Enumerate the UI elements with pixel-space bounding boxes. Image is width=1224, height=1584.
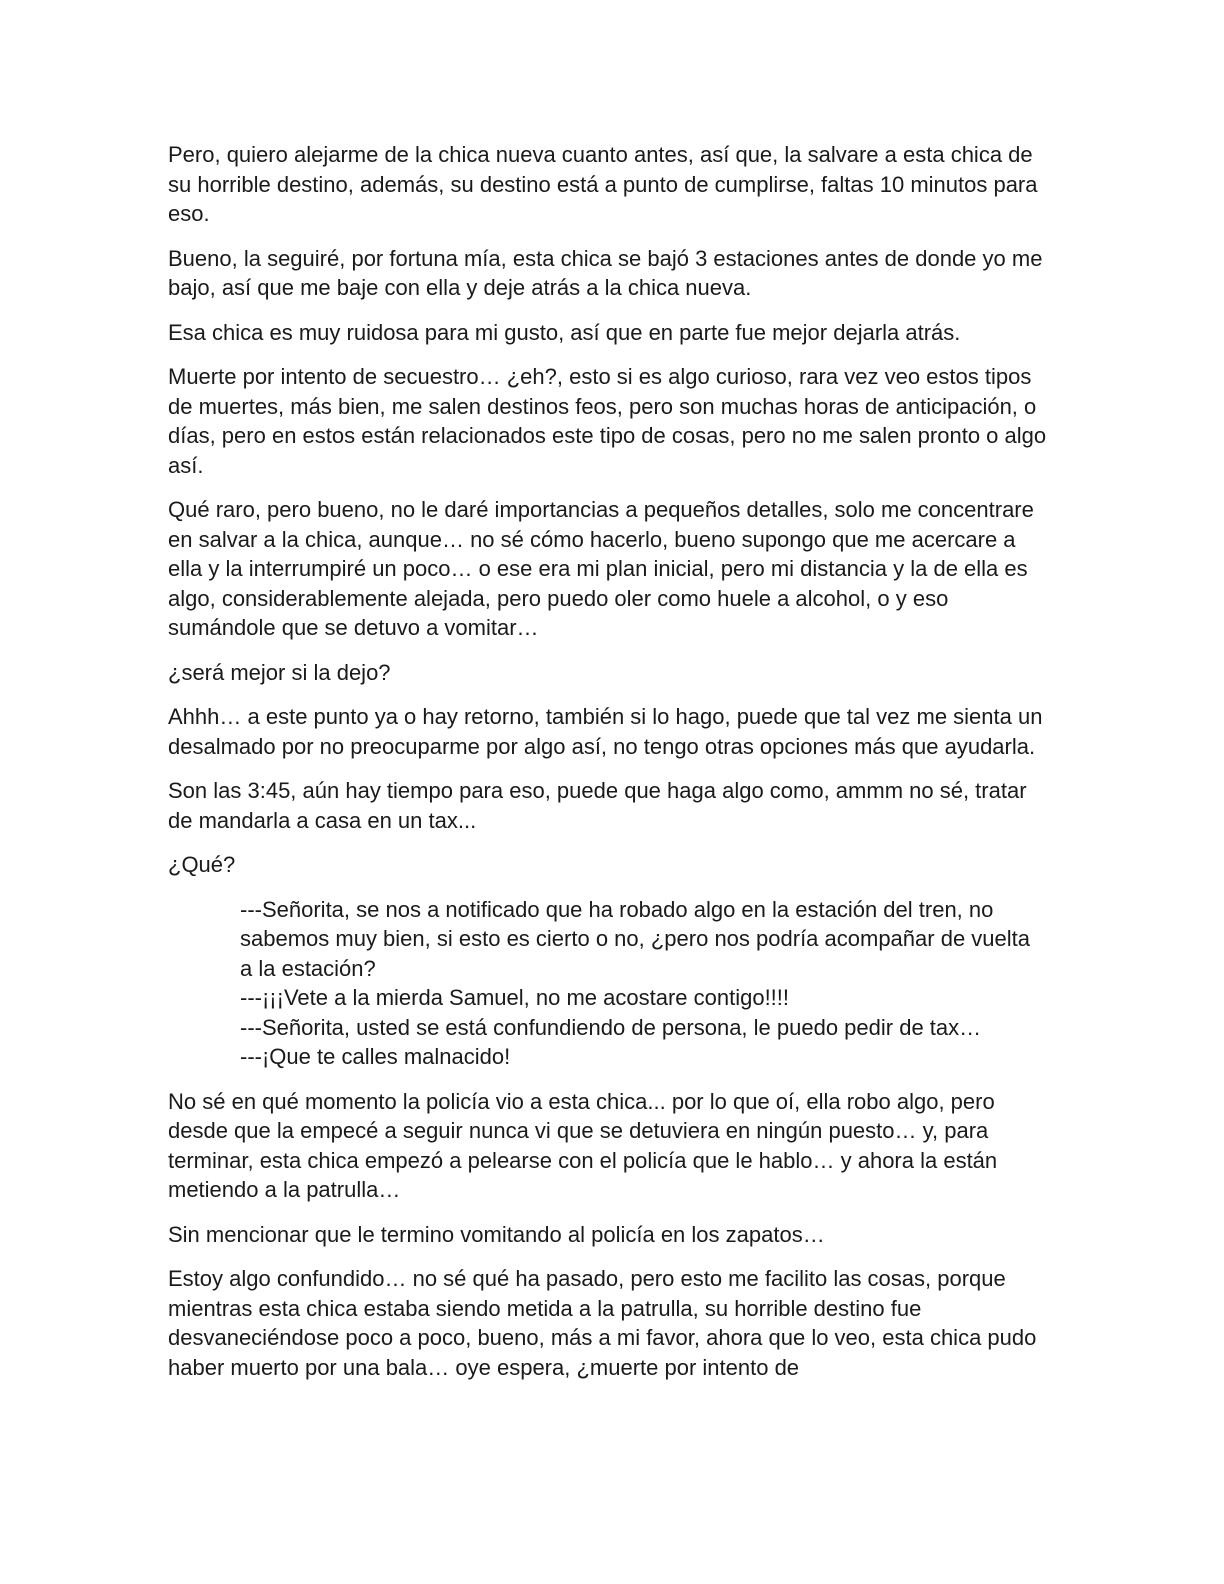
paragraph-11: Sin mencionar que le termino vomitando al policía en los zapatos… [168,1221,825,1247]
dialogue-line-2: ---¡¡¡Vete a la mierda Samuel, no me acostare contigo!!!! [240,985,790,1010]
paragraph-3: Esa chica es muy ruidosa para mi gusto, así que en parte fue mejor dejarla atrás. [168,319,961,345]
paragraph-1: Pero, quiero alejarme de la chica nueva cuanto antes, así que, la salvare a esta chica de su horrible destino, además, su destino está a punto de cumplirse, faltas 10 minutos para eso. [168,142,1038,226]
paragraph-4: Muerte por intento de secuestro… ¿eh?, esto si es algo curioso, rara vez veo estos tipos de muertes, más bien, me salen destinos feos, pero son muchas horas de anticipación, o días, pero en estos están relacionados este tipo de cosas, pero no me salen pronto o algo así. [168,364,1047,478]
paragraph-5: Qué raro, pero bueno, no le daré importancias a pequeños detalles, solo me concentrare en salvar a la chica, aunque… no sé cómo hacerlo, bueno supongo que me acercare a ella y la interrumpiré un poco… o ese era mi plan inicial, pero mi distancia y la de ella es algo, considerablemente alejada, pero puedo oler como huele a alcohol, o y eso sumándole que se detuvo a vomitar… [168,497,1034,640]
dialogue-line-4: ---¡Que te calles malnacido! [240,1044,511,1069]
paragraph-2: Bueno, la seguiré, por fortuna mía, esta chica se bajó 3 estaciones antes de donde yo me bajo, así que me baje con ella y deje atrás a la chica nueva. [168,245,1043,300]
paragraph-6: ¿será mejor si la dejo? [168,659,391,685]
document-page [168,140,1048,1397]
paragraph-10: No sé en qué momento la policía vio a esta chica... por lo que oí, ella robo algo, pero desde que la empecé a seguir nunca vi que se detuviera en ningún puesto… y, para terminar, esta chica empezó a pelearse con el policía que le hablo… y ahora la están metiendo a la patrulla… [168,1088,998,1202]
dialogue-line-3: ---Señorita, usted se está confundiendo de persona, le puedo pedir de tax… [240,1014,982,1040]
dialogue-block [240,895,1048,1072]
paragraph-7: Ahhh… a este punto ya o hay retorno, también si lo hago, puede que tal vez me sienta un desalmado por no preocuparme por algo así, no tengo otras opciones más que ayudarla. [168,704,1043,759]
paragraph-12: Estoy algo confundido… no sé qué ha pasado, pero esto me facilito las cosas, porque mientras esta chica estaba siendo metida a la patrulla, su horrible destino fue desvaneciéndose poco a poco, bueno, más a mi favor, ahora que lo veo, esta chica pudo haber muerto por una bala… oye espera, ¿muerte por intento de [168,1266,1037,1380]
paragraph-8: Son las 3:45, aún hay tiempo para eso, puede que haga algo como, ammm no sé, tratar de mandarla a casa en un tax... [168,778,1027,833]
dialogue-line-1: ---Señorita, se nos a notificado que ha robado algo en la estación del tren, no sabemos muy bien, si esto es cierto o no, ¿pero nos podría acompañar de vuelta a la estación? [240,896,1030,981]
paragraph-9: ¿Qué? [168,852,236,877]
